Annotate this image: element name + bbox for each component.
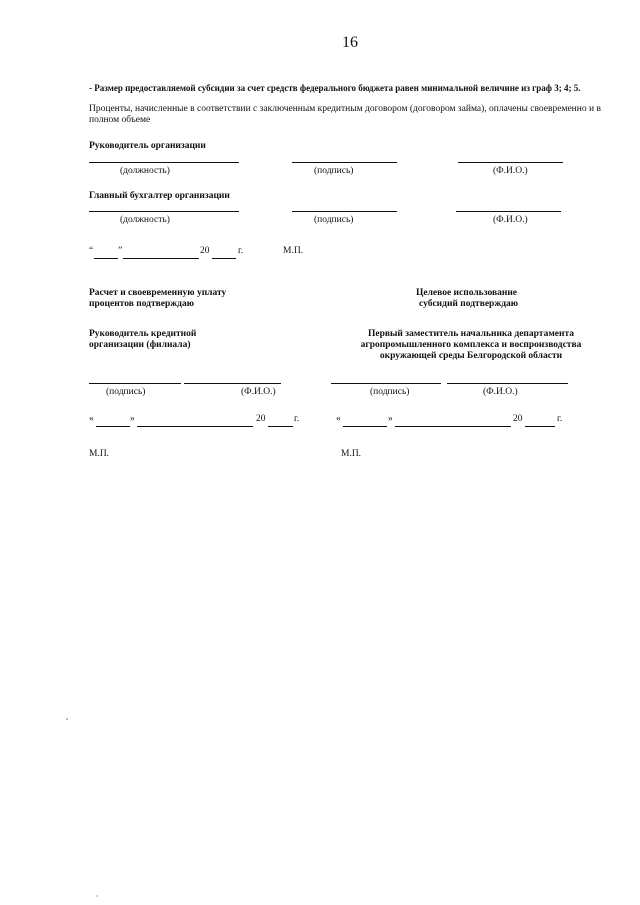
signature-label: (подпись) bbox=[314, 166, 354, 176]
position-line bbox=[89, 211, 239, 212]
date-year-line bbox=[212, 258, 236, 259]
head-org-title: Руководитель организации bbox=[89, 141, 206, 151]
left-confirm-line1: Расчет и своевременную уплату bbox=[89, 288, 227, 298]
right-fio-label: (Ф.И.О.) bbox=[483, 387, 518, 397]
fio-label: (Ф.И.О.) bbox=[493, 166, 528, 176]
right-fio-line bbox=[447, 383, 568, 384]
right-date-open-quote: « bbox=[336, 414, 341, 424]
right-head-line2: агропромышленного комплекса и воспроизводства bbox=[360, 340, 582, 350]
left-date-month-line bbox=[137, 426, 253, 427]
position-label: (должность) bbox=[120, 166, 170, 176]
right-stamp-label: М.П. bbox=[341, 449, 362, 459]
date-day-line bbox=[94, 258, 118, 259]
stamp-label: М.П. bbox=[283, 246, 304, 256]
date-year-prefix: 20 bbox=[200, 246, 210, 256]
position-label: (должность) bbox=[120, 215, 170, 225]
scan-speck bbox=[66, 718, 68, 720]
right-signature-label: (подпись) bbox=[370, 387, 410, 397]
left-fio-line bbox=[184, 383, 281, 384]
right-confirm-line1: Целевое использование bbox=[416, 288, 518, 298]
right-date-close-quote: » bbox=[388, 414, 393, 424]
left-date-day-line bbox=[96, 426, 130, 427]
scan-speck bbox=[96, 895, 98, 897]
signature-label: (подпись) bbox=[314, 215, 354, 225]
interest-paragraph: Проценты, начисленные в соответствии с заключенным кредитным договором (договором займа), оплачены своевременно и в полном объеме bbox=[89, 104, 601, 125]
date-month-line bbox=[123, 258, 199, 259]
left-fio-label: (Ф.И.О.) bbox=[241, 387, 276, 397]
signature-line bbox=[292, 162, 397, 163]
subsidy-note: - Размер предоставляемой субсидии за счет средств федерального бюджета равен минимальной величине из граф 3; 4; 5. bbox=[89, 83, 581, 93]
right-date-year-suffix: г. bbox=[557, 414, 563, 424]
date-close-quote: ” bbox=[118, 246, 123, 256]
left-stamp-label: М.П. bbox=[89, 449, 110, 459]
fio-label: (Ф.И.О.) bbox=[493, 215, 528, 225]
left-signature-label: (подпись) bbox=[106, 387, 146, 397]
date-open-quote: “ bbox=[89, 246, 94, 256]
left-head-line1: Руководитель кредитной bbox=[89, 329, 197, 339]
position-line bbox=[89, 162, 239, 163]
left-confirm-line2: процентов подтверждаю bbox=[89, 299, 194, 309]
right-date-year-line bbox=[525, 426, 555, 427]
right-signature-line bbox=[331, 383, 441, 384]
left-date-close-quote: » bbox=[130, 414, 135, 424]
left-date-year-prefix: 20 bbox=[256, 414, 266, 424]
left-head-line2: организации (филиала) bbox=[89, 340, 191, 350]
left-signature-line bbox=[89, 383, 181, 384]
right-confirm-line2: субсидий подтверждаю bbox=[419, 299, 519, 309]
signature-line bbox=[292, 211, 397, 212]
right-head-line3: окружающей среды Белгородской области bbox=[379, 351, 563, 361]
left-date-year-line bbox=[268, 426, 293, 427]
right-date-month-line bbox=[395, 426, 511, 427]
right-date-year-prefix: 20 bbox=[513, 414, 523, 424]
fio-line bbox=[458, 162, 563, 163]
fio-line bbox=[456, 211, 561, 212]
chief-accountant-title: Главный бухгалтер организации bbox=[89, 191, 230, 201]
date-year-suffix: г. bbox=[238, 246, 244, 256]
right-date-day-line bbox=[343, 426, 387, 427]
left-date-year-suffix: г. bbox=[294, 414, 300, 424]
right-head-line1: Первый заместитель начальника департамента bbox=[367, 329, 575, 339]
page-number: 16 bbox=[342, 34, 358, 51]
left-date-open-quote: « bbox=[89, 414, 94, 424]
